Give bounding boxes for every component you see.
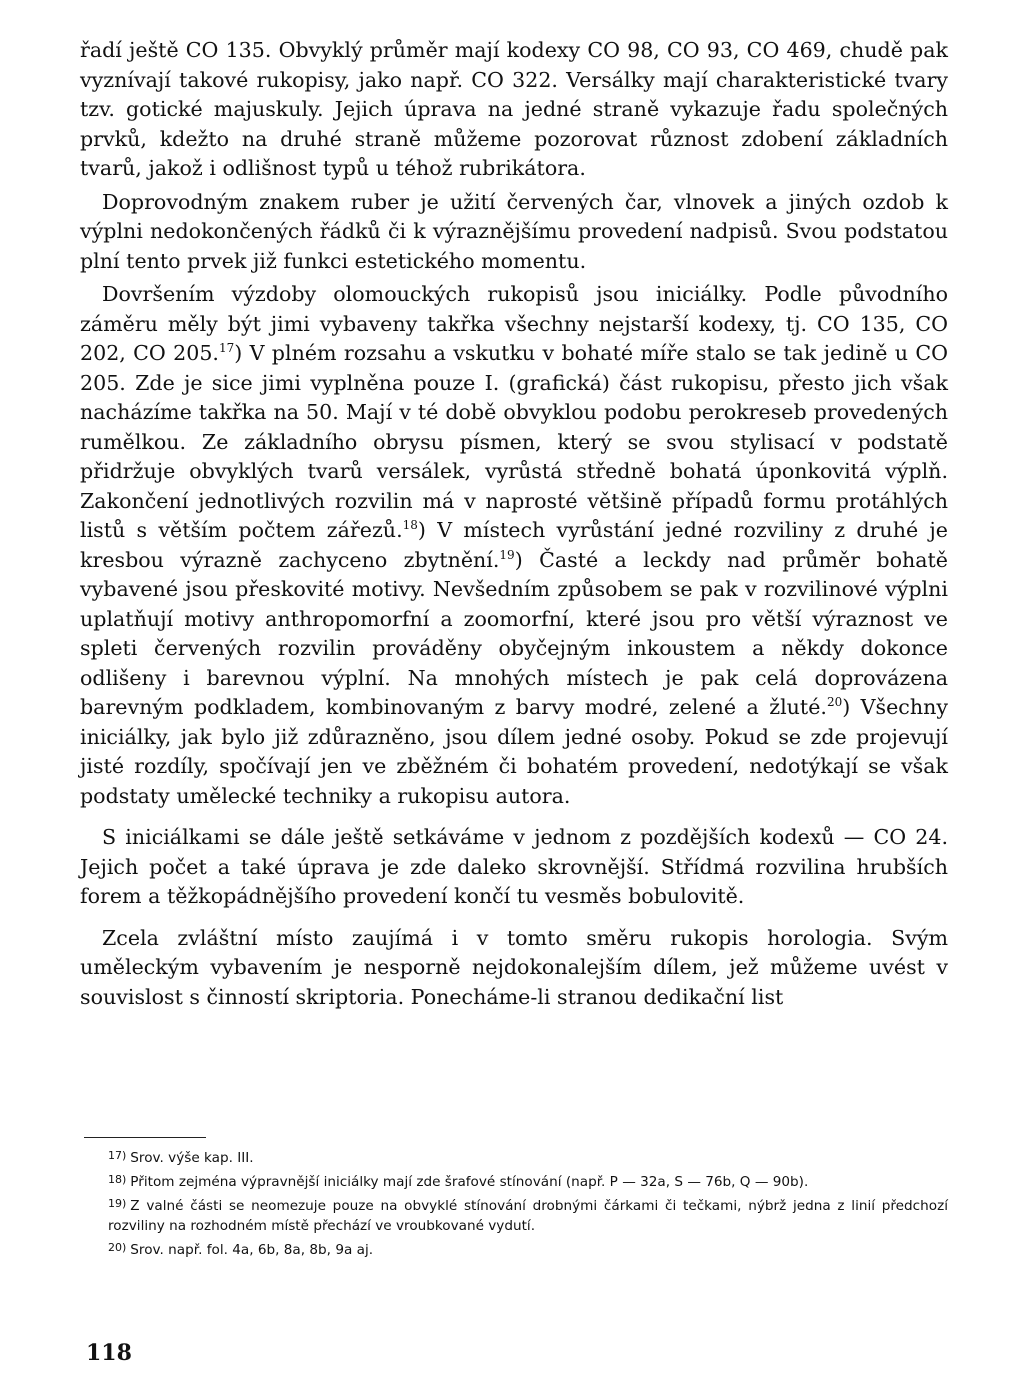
footnote-17: $^{17)}$ Srov. výše kap. III. bbox=[108, 1149, 254, 1166]
paragraph-1: řadí ještě CO 135. Obvyklý průměr mají kodexy CO 98, CO 93, CO 469, chudě pak vyznívají takové rukopisy, jako např. CO 322. Versálky mají charakteristické tvary tzv. gotické majuskuly. Jejich úprava na jedné straně vykazuje řadu společných prvků, kdežto na druhé straně můžeme pozorovat různost zdobení základních tvarů, jakož i odlišnost typů u téhož rubrikátora. bbox=[80, 38, 948, 180]
footnote-18: $^{18)}$ Přitom zejména výpravnější iniciálky mají zde šrafové stínování (např. P — 32a, S — 76b, Q — 90b). bbox=[108, 1173, 809, 1190]
footnote-20: $^{20)}$ Srov. např. fol. 4a, 6b, 8a, 8b, 9a aj. bbox=[108, 1241, 374, 1258]
footnote-ref-19: 19 bbox=[499, 547, 515, 562]
paragraph-2: Doprovodným znakem ruber je užití červených čar, vlnovek a jiných ozdob k výplni nedokončených řádků či k výraznějšímu provedení nadpisů. Svou podstatou plní tento prvek již funkci estetického momentu. bbox=[80, 189, 948, 273]
paragraph-3: Dovršením výzdoby olomouckých rukopisů jsou iniciálky. Podle původního záměru měly být jimi vybaveny takřka všechny nejstarší kodexy, tj. CO 135, CO 202, CO 205.17) V plném rozsahu a vskutku v bohaté míře stalo se tak jedině u CO 205. Zde je sice jimi vyplněna pouze I. (grafická) část rukopisu, přesto jich však nacházíme takřka na 50. Mají v té době obvyklou podobu perokreseb provedených rumělkou. Ze základního obrysu písmen, který se svou stylisací v podstatě přidržuje obvyklých tvarů versálek, vyrůstá středně bohatá úponkovitá výplň. Zakončení jednotlivých rozvilin má v naprosté většině případů formu protáhlých listů s větším počtem zářezů.$^{18}$) V místech vyrůstání jedné rozviliny z druhé je kresbou výrazně zachyceno zbytnění.$^{19}$) Časté a leckdy nad průměr bohatě vybavené jsou přeskovité motivy. Nevšedním způsobem se pak v rozvilinové výplni uplatňují motivy anthropomorfní a zoomorfní, které jsou pro větší výraznost ve spleti červených rozvilin prováděny obyčejným inkoustem a někdy dokonce odlišeny i barevnou výplní. Na mnohých místech je pak celá doprovázena barevným podkladem, kombinovaným z barvy modré, zelené a žluté.$^{20}$) Všechny iniciálky, jak bylo již zdůrazněno, jsou dílem jedné osoby. Pokud se zde projevují jisté rozdíly, spočívají jen ve zběžném či bohatém provedení, nedotýkají se však podstaty umělecké techniky a rukopisu autora. bbox=[80, 282, 948, 808]
paragraph-5: Zcela zvláštní místo zaujímá i v tomto směru rukopis horologia. Svým uměleckým vybavením je nesporně nejdokonalejším dílem, jež můžeme uvést v souvislost s činností skriptoria. Ponecháme-li stranou dedikační list bbox=[80, 925, 948, 1009]
main-text bbox=[80, 36, 948, 1016]
footnote-19: $^{19)}$ Z valné části se neomezuje pouze na obvyklé stínování drobnými čárkami či tečkami, nýbrž jedna z linií předchozí rozviliny na rozhodném místě přechází ve vroubkované vydutí. bbox=[108, 1197, 948, 1234]
footnote-divider bbox=[84, 1137, 206, 1138]
page-number: 118 bbox=[86, 1340, 132, 1366]
footnotes bbox=[80, 1146, 948, 1262]
paragraph-4: S iniciálkami se dále ještě setkáváme v jednom z pozdějších kodexů — CO 24. Jejich počet a také úprava je zde daleko skrovnější. Střídmá rozvilina hrubších forem a těžkopádnějšího provedení končí tu vesměs bobulovitě. bbox=[80, 825, 948, 908]
footnote-ref-20: 20 bbox=[826, 695, 843, 709]
footnote-ref-18: 18 bbox=[402, 518, 418, 532]
footnote-ref-17: 17 bbox=[218, 341, 235, 355]
